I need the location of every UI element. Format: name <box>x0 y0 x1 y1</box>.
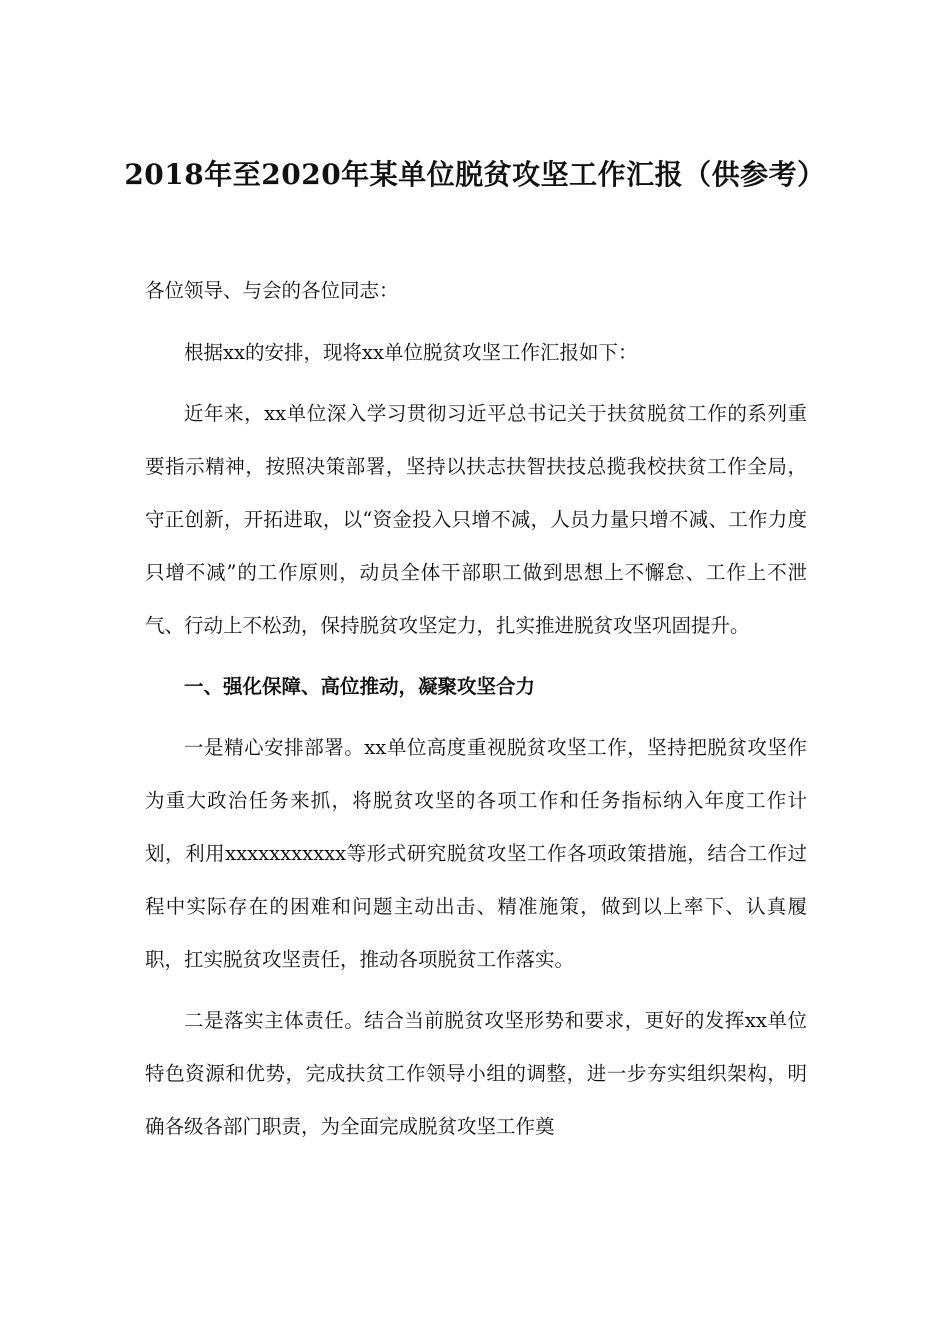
document-title: 2018年至2020年某单位脱贫攻坚工作汇报（供参考） <box>124 158 826 191</box>
overview-paragraph: 近年来，xx单位深入学习贯彻习近平总书记关于扶贫脱贫工作的系列重要指示精神，按照决策部署，坚持以扶志扶智扶技总揽我校扶贫工作全局，守正创新，开拓进取，以“资金投入只增不减，人员力量只增不减、工作力度只增不减”的工作原则，动员全体干部职工做到思想上不懈怠、工作上不泄气、行动上不松劲，保持脱贫攻坚定力，扎实推进脱贫攻坚巩固提升。 <box>145 402 807 637</box>
intro-paragraph: 根据xx的安排，现将xx单位脱贫攻坚工作汇报如下： <box>184 341 638 364</box>
salutation: 各位领导、与会的各位同志： <box>145 279 399 302</box>
section-heading: 一、强化保障、高位推动，凝聚攻坚合力 <box>184 675 536 698</box>
section-paragraph: 二是落实主体责任。结合当前脱贫攻坚形势和要求，更好的发挥xx单位特色资源和优势，完成扶贫工作领导小组的调整，进一步夯实组织架构，明确各级各部门职责，为全面完成脱贫攻坚工作奠 <box>145 1009 807 1138</box>
section-paragraph: 一是精心安排部署。xx单位高度重视脱贫攻坚工作，坚持把脱贫攻坚作为重大政治任务来抓，将脱贫攻坚的各项工作和任务指标纳入年度工作计划，利用xxxxxxxxxxx等形式研究脱贫攻坚工作各项政策措施，结合工作过程中实际存在的困难和问题主动出击、精准施策，做到以上率下、认真履职，扛实脱贫攻坚责任，推动各项脱贫工作落实。 <box>145 736 807 971</box>
document-body <box>145 264 807 1161</box>
